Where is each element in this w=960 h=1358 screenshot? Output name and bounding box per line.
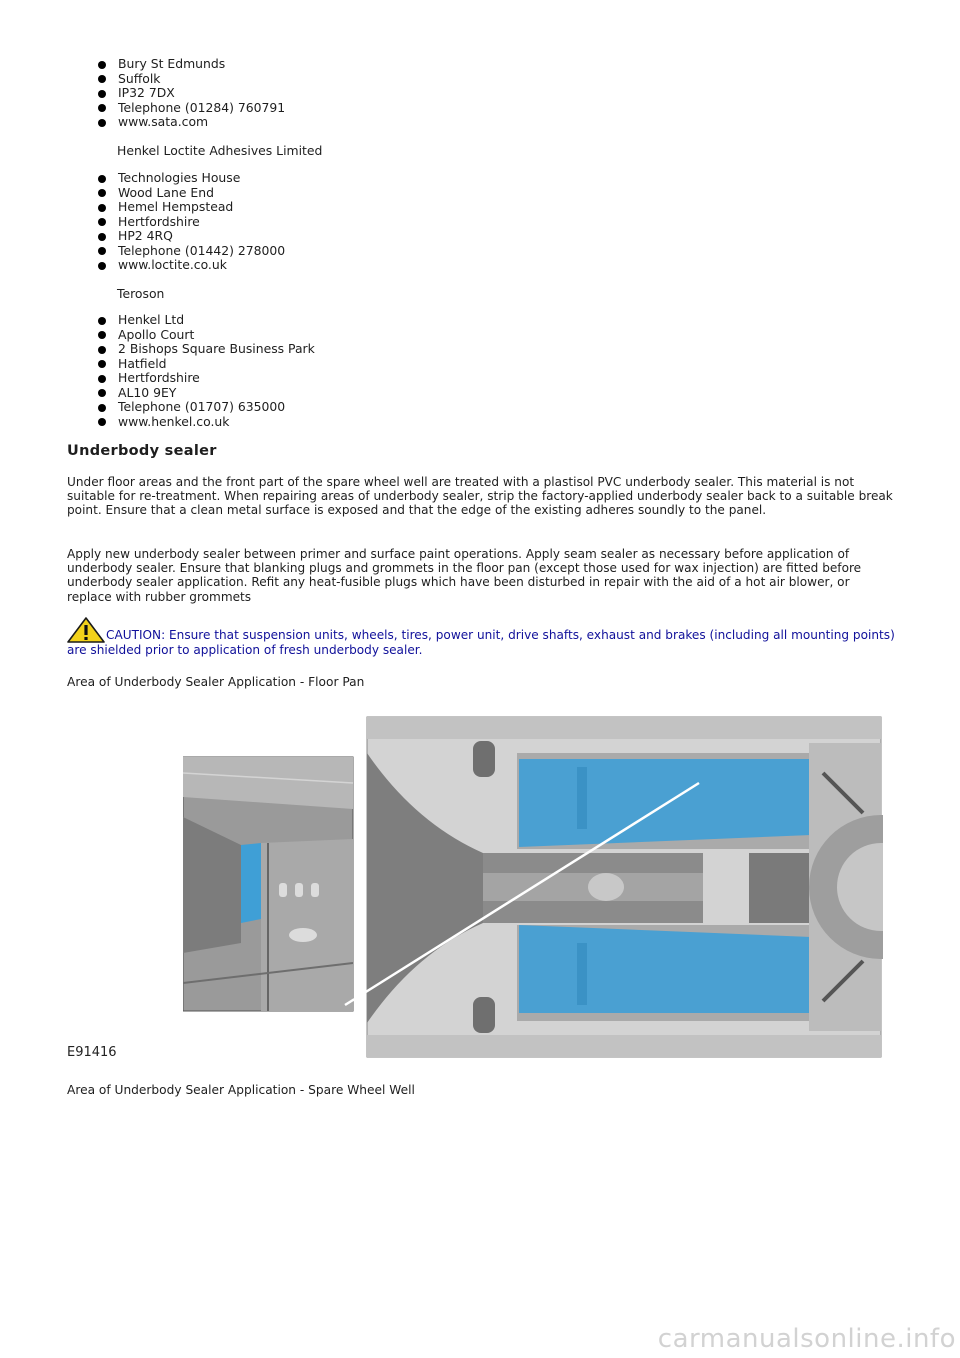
list-item: 2 Bishops Square Business Park bbox=[98, 342, 315, 357]
warning-triangle-icon bbox=[67, 617, 105, 643]
sata-address-list bbox=[98, 57, 285, 130]
henkel-address-list bbox=[98, 171, 285, 273]
list-item: Wood Lane End bbox=[98, 186, 285, 201]
list-item: Bury St Edmunds bbox=[98, 57, 285, 72]
bullet-icon bbox=[98, 75, 106, 83]
list-item: Hatfield bbox=[98, 357, 315, 372]
paragraph-sealer-application: Apply new underbody sealer between primer and surface paint operations. Apply seam sealer as necessary before application of underbody sealer. Ensure that blanking plugs and grommets in the floor pan (except those used for wax injection) are fitted before underbody sealer application. Refit any heat-fusible plugs which have been disturbed in repair with the aid of a hot air blower, or replace with rubber grommets bbox=[67, 547, 862, 604]
bullet-icon bbox=[98, 262, 106, 270]
list-item: Technologies House bbox=[98, 171, 285, 186]
list-item: Telephone (01284) 760791 bbox=[98, 101, 285, 116]
list-item: www.henkel.co.uk bbox=[98, 415, 315, 430]
figure-caption-spare-wheel-well: Area of Underbody Sealer Application - Spare Wheel Well bbox=[67, 1083, 415, 1097]
bullet-icon bbox=[98, 218, 106, 226]
watermark-text: carmanualsonline.info bbox=[657, 1324, 956, 1354]
bullet-icon bbox=[98, 119, 106, 127]
list-item: Hemel Hempstead bbox=[98, 200, 285, 215]
teroson-address-list bbox=[98, 313, 315, 429]
bullet-icon bbox=[98, 247, 106, 255]
list-item: Hertfordshire bbox=[98, 215, 285, 230]
underbody-floor-pan-illustration bbox=[183, 713, 883, 1073]
list-item: AL10 9EY bbox=[98, 386, 315, 401]
teroson-heading: Teroson bbox=[117, 286, 165, 301]
bullet-icon bbox=[98, 360, 106, 368]
list-item: HP2 4RQ bbox=[98, 229, 285, 244]
sealer-area-inset bbox=[241, 843, 261, 923]
bullet-icon bbox=[98, 61, 106, 69]
bullet-icon bbox=[98, 389, 106, 397]
bullet-icon bbox=[98, 175, 106, 183]
list-item: Telephone (01707) 635000 bbox=[98, 400, 315, 415]
bullet-icon bbox=[98, 104, 106, 112]
caution-text: CAUTION: Ensure that suspension units, wheels, tires, power unit, drive shafts, exhaust and brakes (including all mounting points) are shielded prior to application of fresh underbody sealer. bbox=[67, 628, 895, 657]
caution-note bbox=[67, 617, 897, 658]
section-title: Underbody sealer bbox=[67, 443, 217, 459]
bullet-icon bbox=[98, 418, 106, 426]
list-item: www.loctite.co.uk bbox=[98, 258, 285, 273]
list-item: Apollo Court bbox=[98, 328, 315, 343]
bullet-icon bbox=[98, 404, 106, 412]
bullet-icon bbox=[98, 189, 106, 197]
underbody-main-view bbox=[367, 717, 883, 1057]
list-item: Suffolk bbox=[98, 72, 285, 87]
henkel-heading: Henkel Loctite Adhesives Limited bbox=[117, 143, 323, 158]
bullet-icon bbox=[98, 346, 106, 354]
list-item: IP32 7DX bbox=[98, 86, 285, 101]
list-item: Telephone (01442) 278000 bbox=[98, 244, 285, 259]
bullet-icon bbox=[98, 233, 106, 241]
list-item: Hertfordshire bbox=[98, 371, 315, 386]
sealer-area-lower bbox=[519, 925, 811, 1013]
bullet-icon bbox=[98, 331, 106, 339]
list-item: www.sata.com bbox=[98, 115, 285, 130]
bullet-icon bbox=[98, 317, 106, 325]
paragraph-sealer-intro: Under floor areas and the front part of the spare wheel well are treated with a plastisol PVC underbody sealer. This material is not suitable for re-treatment. When repairing areas of underbody sealer, strip the factory-applied underbody sealer back to a suitable break point. Ensure that a clean metal surface is exposed and that the edge of the existing adheres soundly to the panel. bbox=[67, 475, 893, 518]
figure-reference-label: E91416 bbox=[67, 1045, 117, 1060]
bullet-icon bbox=[98, 90, 106, 98]
bullet-icon bbox=[98, 204, 106, 212]
figure-caption-floor-pan: Area of Underbody Sealer Application - Floor Pan bbox=[67, 675, 365, 689]
list-item: Henkel Ltd bbox=[98, 313, 315, 328]
detail-inset bbox=[183, 757, 353, 1011]
bullet-icon bbox=[98, 375, 106, 383]
